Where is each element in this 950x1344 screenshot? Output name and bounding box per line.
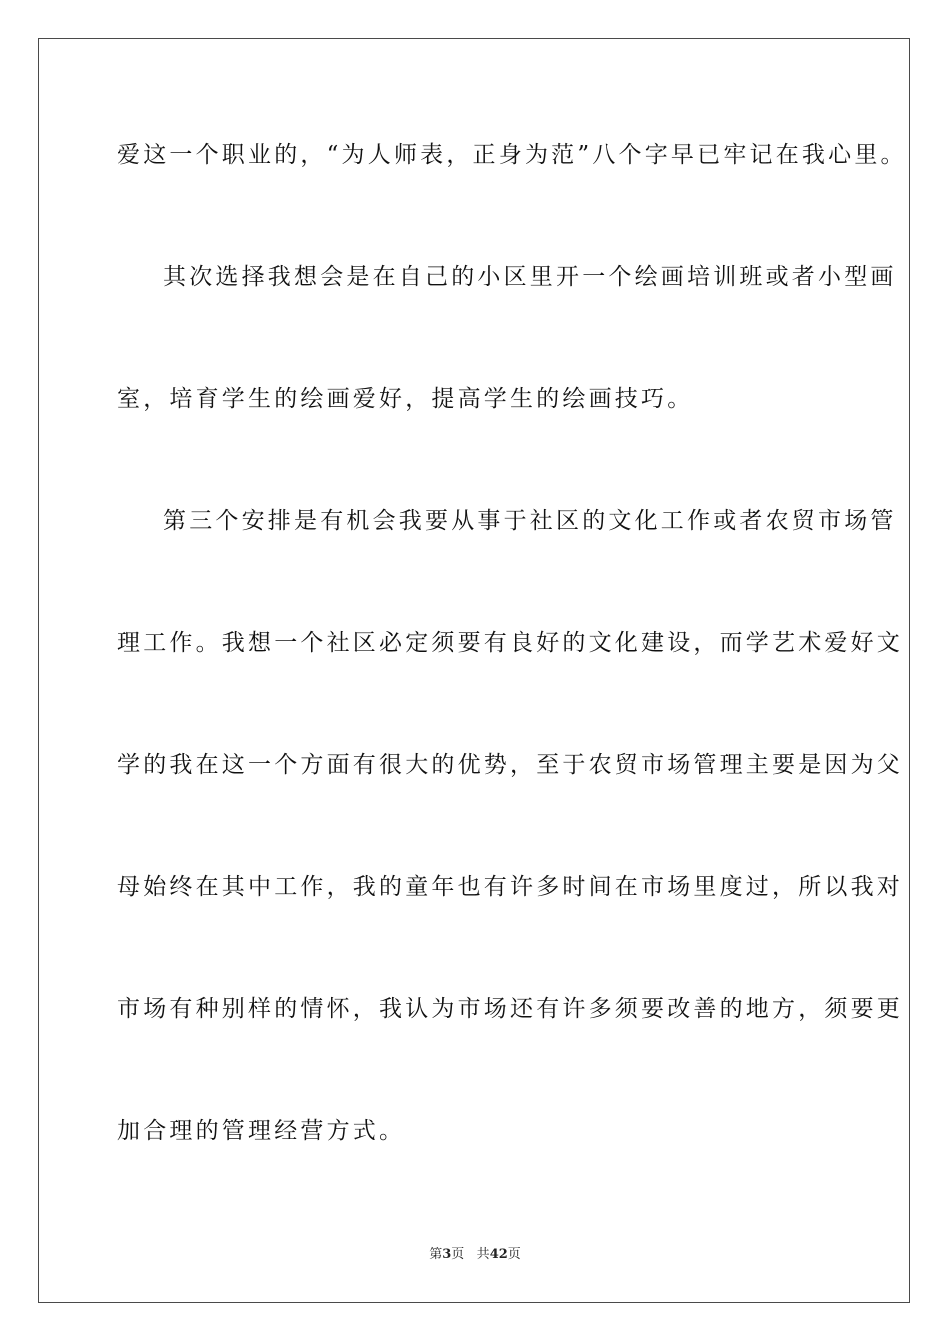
body-line: 母始终在其中工作，我的童年也有许多时间在市场里度过，所以我对 (117, 874, 903, 900)
body-line: 理工作。我想一个社区必定须要有良好的文化建设，而学艺术爱好文 (117, 630, 903, 656)
body-line: 爱这一个职业的，“为人师表，正身为范”八个字早已牢记在我心里。 (117, 142, 907, 168)
page-prefix: 第 (429, 1247, 443, 1262)
paragraph-start-line: 第三个安排是有机会我要从事于社区的文化工作或者农贸市场管 (163, 508, 897, 534)
total-pages: 42 (489, 1247, 508, 1262)
body-line: 学的我在这一个方面有很大的优势，至于农贸市场管理主要是因为父 (117, 752, 903, 778)
body-line: 加合理的管理经营方式。 (117, 1118, 406, 1144)
body-line: 室，培育学生的绘画爱好，提高学生的绘画技巧。 (117, 386, 694, 412)
page-suffix: 页 (451, 1247, 465, 1262)
page-border (38, 38, 910, 1303)
page-footer (0, 1246, 950, 1264)
paragraph-start-line: 其次选择我想会是在自己的小区里开一个绘画培训班或者小型画 (163, 264, 897, 290)
total-suffix: 页 (507, 1247, 521, 1262)
total-prefix: 共 (476, 1247, 490, 1262)
body-line: 市场有种别样的情怀，我认为市场还有许多须要改善的地方，须要更 (117, 996, 903, 1022)
page-number: 3 (442, 1247, 452, 1262)
